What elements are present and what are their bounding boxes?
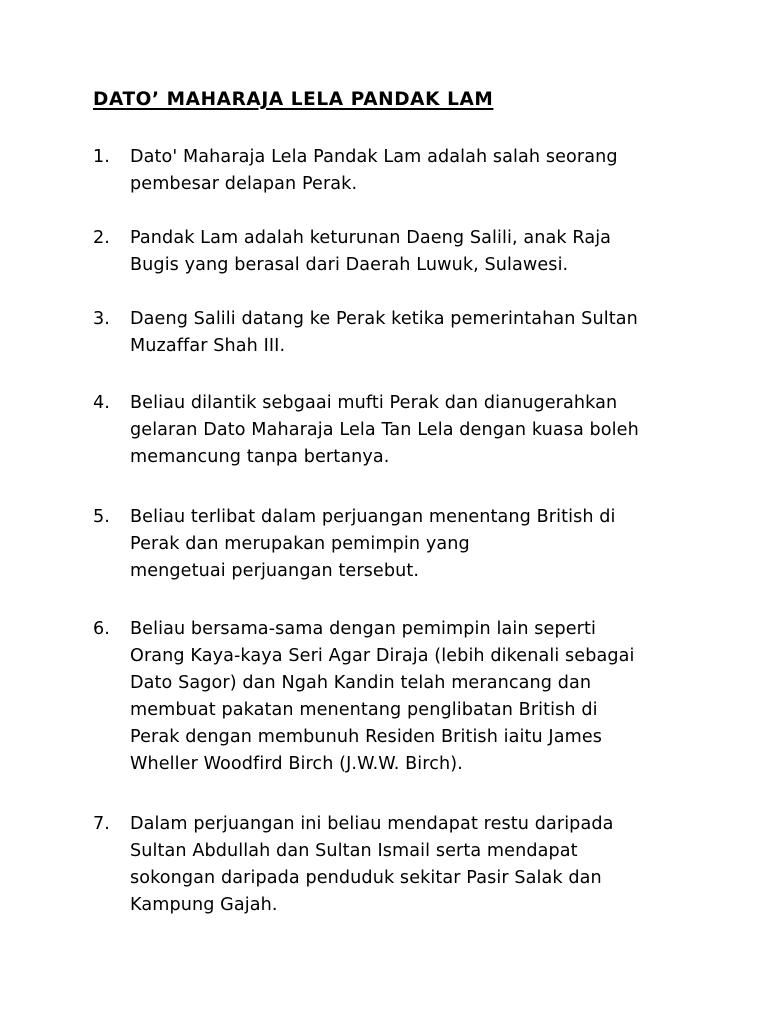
text-line: Kampung Gajah. bbox=[130, 895, 278, 915]
text-line: Beliau dilantik sebgaai mufti Perak dan dianugerahkan bbox=[130, 393, 618, 413]
list-item-text bbox=[130, 144, 690, 198]
text-line: sokongan daripada penduduk sekitar Pasir Salak dan bbox=[130, 868, 602, 888]
text-line: Daeng Salili datang ke Perak ketika pemerintahan Sultan bbox=[130, 309, 638, 329]
list-item-number: 7. bbox=[93, 814, 110, 834]
text-line: membuat pakatan menentang penglibatan British di bbox=[130, 700, 598, 720]
text-line: Sultan Abdullah dan Sultan Ismail serta mendapat bbox=[130, 841, 578, 861]
text-line: Dalam perjuangan ini beliau mendapat restu daripada bbox=[130, 814, 614, 834]
list-item-text bbox=[130, 504, 690, 585]
text-line: mengetuai perjuangan tersebut. bbox=[130, 561, 420, 581]
text-line: Orang Kaya-kaya Seri Agar Diraja (lebih dikenali sebagai bbox=[130, 646, 635, 666]
text-line: memancung tanpa bertanya. bbox=[130, 447, 390, 467]
list-item-number: 4. bbox=[93, 393, 110, 413]
list-item-number: 1. bbox=[93, 147, 110, 167]
text-line: Beliau bersama-sama dengan pemimpin lain seperti bbox=[130, 619, 596, 639]
list-item-number: 2. bbox=[93, 228, 110, 248]
list-item-text bbox=[130, 811, 690, 919]
text-line: Wheller Woodfird Birch (J.W.W. Birch). bbox=[130, 754, 463, 774]
text-line: Dato' Maharaja Lela Pandak Lam adalah salah seorang bbox=[130, 147, 618, 167]
text-line: pembesar delapan Perak. bbox=[130, 174, 358, 194]
list-item-number: 3. bbox=[93, 309, 110, 329]
text-line: Beliau terlibat dalam perjuangan menentang British di bbox=[130, 507, 616, 527]
text-line: Perak dengan membunuh Residen British iaitu James bbox=[130, 727, 603, 747]
list-item-text bbox=[130, 390, 690, 471]
list-item-text bbox=[130, 616, 690, 778]
list-item-number: 6. bbox=[93, 619, 110, 639]
text-line: Muzaffar Shah III. bbox=[130, 336, 286, 356]
list-item-text bbox=[130, 225, 690, 279]
text-line: Pandak Lam adalah keturunan Daeng Salili, anak Raja bbox=[130, 228, 612, 248]
text-line: Bugis yang berasal dari Daerah Luwuk, Sulawesi. bbox=[130, 255, 569, 275]
list-item-text bbox=[130, 306, 690, 360]
text-line: Dato Sagor) dan Ngah Kandin telah merancang dan bbox=[130, 673, 592, 693]
list-item-number: 5. bbox=[93, 507, 110, 527]
document-title: DATO’ MAHARAJA LELA PANDAK LAM bbox=[93, 89, 494, 110]
text-line: Perak dan merupakan pemimpin yang bbox=[130, 534, 470, 554]
text-line: gelaran Dato Maharaja Lela Tan Lela dengan kuasa boleh bbox=[130, 420, 639, 440]
